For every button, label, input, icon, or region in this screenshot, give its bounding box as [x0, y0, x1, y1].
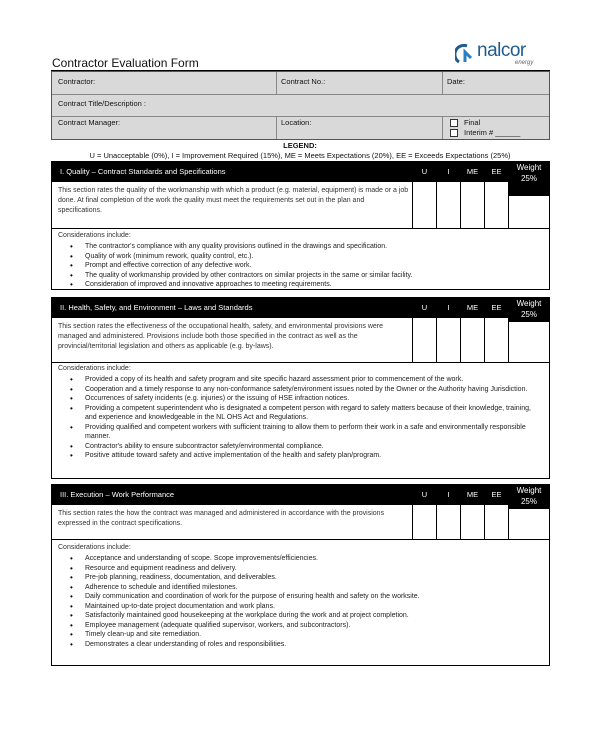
list-item: • Consideration of improved and innovative approaches to meeting requirements.	[70, 280, 540, 290]
list-item: • Occurrences of safety incidents (e.g. injuries) or the issuing of HSE infraction notices.	[70, 394, 540, 404]
logo-wordmark: nalcor	[477, 40, 526, 61]
legend-text: U = Unacceptable (0%), I = Improvement Required (15%), ME = Meets Expectations (20%), EE = Exceeds Expectations (25%)	[89, 151, 511, 160]
weight-cell: Weight 25%	[508, 162, 549, 228]
section-heading: II. Health, Safety, and Environment – Laws and Standards	[52, 298, 412, 318]
nalcor-logo	[455, 40, 555, 70]
section-description: This section rates the effectiveness of the occupational health, safety, and environmental provisions were managed and administered. Provisions include both those specified in the contract as well as the provincial/territorial legislation and others as applicable (e.g. by-laws).	[58, 323, 384, 350]
list-item: • Adherence to schedule and identified milestones.	[70, 583, 540, 593]
considerations-list	[70, 554, 540, 649]
considerations-label: Considerations include:	[58, 544, 131, 551]
contract-no-label: Contract No.:	[281, 77, 326, 86]
section-heading: I. Quality – Contract Standards and Specifications	[52, 162, 412, 182]
interim-checkbox[interactable]	[450, 129, 458, 137]
list-item: • Daily communication and coordination of work for the purpose of ensuring health and safety on the worksite.	[70, 592, 540, 602]
section-description: This section rates the quality of the workmanship with which a product (e.g. material, equipment) is made or a job done. At final completion of the work the quality must meet the requirements set out in the plan and specifications.	[58, 187, 409, 214]
list-item: • Timely clean-up and site remediation.	[70, 630, 540, 640]
weight-value: 25%	[520, 174, 537, 183]
list-item: • Prompt and effective correction of any defective work.	[70, 261, 540, 271]
logo-tagline: energy	[515, 60, 534, 66]
list-item: • Resource and equipment readiness and delivery.	[70, 564, 540, 574]
list-item: • Demonstrates a clear understanding of roles and responsibilities.	[70, 640, 540, 650]
rating-u-cell[interactable]: U	[412, 485, 436, 539]
considerations-label: Considerations include:	[58, 365, 131, 372]
contract-manager-label: Contract Manager:	[58, 118, 121, 127]
weight-cell: Weight 25%	[508, 298, 549, 362]
rating-ee-cell[interactable]: EE	[484, 298, 508, 362]
weight-value: 25%	[520, 310, 537, 319]
rating-u-cell[interactable]: U	[412, 162, 436, 228]
contract-header-box	[51, 71, 550, 140]
considerations-list	[70, 375, 540, 461]
rating-i-cell[interactable]: I	[436, 162, 460, 228]
list-item: • Provided a copy of its health and safety program and site specific hazard assessment prior to commencement of the work.	[70, 375, 540, 385]
list-item: • Providing a competent superintendent who is designated a competent person with regard to safety matters because of their knowledge, training, and experience and knowledgeable in the NL OHS Act and Regulations.	[70, 404, 540, 423]
list-item: • Contractor's ability to ensure subcontractor safety/environmental compliance.	[70, 442, 540, 452]
rating-i-cell[interactable]: I	[436, 485, 460, 539]
rating-me-cell[interactable]: ME	[460, 298, 484, 362]
date-label: Date:	[447, 77, 465, 86]
rating-me-cell[interactable]: ME	[460, 162, 484, 228]
considerations-list	[70, 242, 540, 290]
list-item: • The contractor's compliance with any quality provisions outlined in the drawings and specification.	[70, 242, 540, 252]
rating-me-cell[interactable]: ME	[460, 485, 484, 539]
list-item: • Employee management (adequate qualified supervisor, workers, and subcontractors).	[70, 621, 540, 631]
nalcor-logo-icon	[455, 42, 479, 66]
rating-ee-cell[interactable]: EE	[484, 162, 508, 228]
list-item: • Positive attitude toward safety and active implementation of the health and safety plan/program.	[70, 451, 540, 461]
final-option[interactable]: Final	[450, 118, 480, 127]
weight-value: 25%	[520, 497, 537, 506]
contract-title-label: Contract Title/Description :	[58, 99, 146, 108]
rating-u-cell[interactable]: U	[412, 298, 436, 362]
section-execution	[51, 484, 550, 666]
list-item: • Satisfactorily maintained good housekeeping at the workplace during the work and at project completion.	[70, 611, 540, 621]
considerations-label: Considerations include:	[58, 232, 131, 239]
list-item: • The quality of workmanship provided by other contractors on similar projects in the same or similar facility.	[70, 271, 540, 281]
form-title: Contractor Evaluation Form	[52, 56, 199, 70]
list-item: • Acceptance and understanding of scope. Scope improvements/efficiencies.	[70, 554, 540, 564]
list-item: • Cooperation and a timely response to any non-conformance safety/environment issues noted by the Owner or the Authority having Jurisdiction.	[70, 385, 540, 395]
location-label: Location:	[281, 118, 312, 127]
list-item: • Providing qualified and competent workers with sufficient training to allow them to perform their work in a safe and environmentally responsible manner.	[70, 423, 540, 442]
final-checkbox[interactable]	[450, 119, 458, 127]
list-item: • Maintained up-to-date project documentation and work plans.	[70, 602, 540, 612]
list-item: • Pre-job planning, readiness, documentation, and deliverables.	[70, 573, 540, 583]
legend-title: LEGEND:	[283, 141, 317, 150]
contractor-label: Contractor:	[58, 77, 96, 86]
section-quality	[51, 161, 550, 290]
weight-cell: Weight 25%	[508, 485, 549, 539]
interim-option[interactable]: Interim # ______	[450, 128, 520, 137]
list-item: • Quality of work (minimum rework, quality control, etc.).	[70, 252, 540, 262]
section-description: This section rates the how the contract was managed and administered in accordance with the provisions expressed in the contract specifications.	[58, 510, 385, 527]
section-health-safety	[51, 297, 550, 479]
rating-i-cell[interactable]: I	[436, 298, 460, 362]
section-heading: III. Execution – Work Performance	[52, 485, 412, 505]
rating-ee-cell[interactable]: EE	[484, 485, 508, 539]
